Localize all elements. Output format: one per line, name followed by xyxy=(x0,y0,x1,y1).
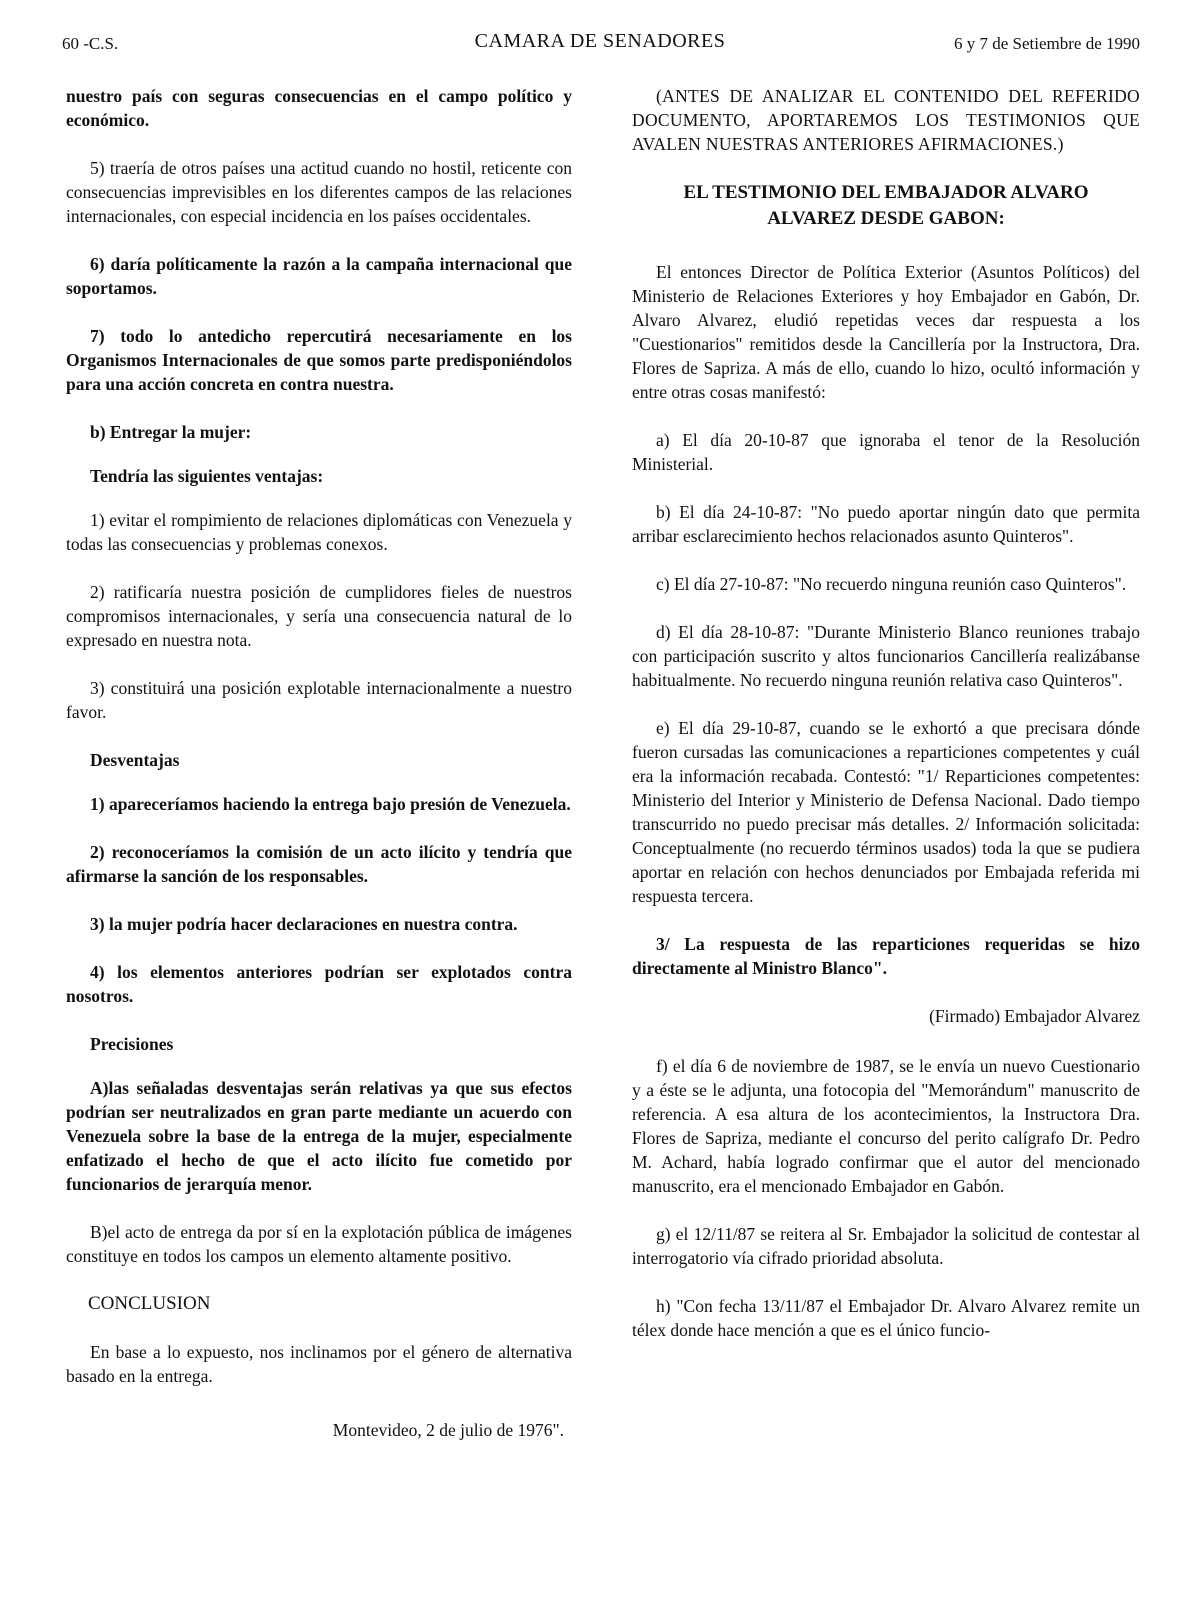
session-date: 6 y 7 de Setiembre de 1990 xyxy=(953,34,1140,53)
paragraph: 2) reconoceríamos la comisión de un acto ilícito y tendría que afirmarse la sanción de los responsables. xyxy=(66,842,572,886)
page-header xyxy=(0,30,1200,60)
section-heading-line: ALVAREZ DESDE GABON: xyxy=(767,208,1005,229)
list-item: c) El día 27-10-87: "No recuerdo ninguna reunión caso Quinteros". xyxy=(656,574,1127,594)
paragraph: 1) apareceríamos haciendo la entrega bajo presión de Venezuela. xyxy=(90,794,571,814)
paragraph: A)las señaladas desventajas serán relativas ya que sus efectos podrían ser neutralizados en gran parte mediante un acuerdo con Venezuela sobre la base de la entrega de la mujer, especialmente enfatizado el hecho de que el acto ilícito fue cometido por funcionarios de jerarquía menor. xyxy=(66,1078,572,1194)
paragraph: En base a lo expuesto, nos inclinamos por el género de alternativa basado en la entrega. xyxy=(66,1342,572,1386)
paragraph: B)el acto de entrega da por sí en la explotación pública de imágenes constituye en todos los campos un elemento altamente positivo. xyxy=(66,1222,572,1266)
paragraph: 1) evitar el rompimiento de relaciones diplomáticas con Venezuela y todas las consecuencias y problemas conexos. xyxy=(66,510,572,554)
publication-title: CAMARA DE SENADORES xyxy=(474,30,726,52)
right-column xyxy=(632,84,1140,1366)
paragraph: El entonces Director de Política Exterior (Asuntos Políticos) del Ministerio de Relaciones Exteriores y hoy Embajador en Gabón, Dr. Alvaro Alvarez, eludió repetidas veces dar respuesta a los "Cuestionarios" remitidos desde la Cancillería por la Instructora, Dra. Flores de Sapriza. A más de ello, cuando lo hizo, ocultó información y entre otras cosas manifestó: xyxy=(632,262,1140,402)
paragraph: 5) traería de otros países una actitud cuando no hostil, reticente con consecuencias imprevisibles en los diferentes campos de las relaciones internacionales, con especial incidencia en los países occidentales. xyxy=(66,158,572,226)
conclusion-heading: CONCLUSION xyxy=(88,1293,211,1314)
list-item: 3/ La respuesta de las reparticiones requeridas se hizo directamente al Ministro Blanco". xyxy=(632,934,1140,978)
left-column xyxy=(66,84,572,1466)
subheading: Tendría las siguientes ventajas: xyxy=(90,466,324,486)
paragraph: 6) daría políticamente la razón a la campaña internacional que soportamos. xyxy=(66,254,572,298)
dateline: Montevideo, 2 de julio de 1976". xyxy=(332,1420,564,1440)
list-item: f) el día 6 de noviembre de 1987, se le envía un nuevo Cuestionario y a éste se le adjunta, una fotocopia del "Memorándum" manuscrito de referencia. A esa altura de los acontecimientos, la Instructora Dra. Flores de Sapriza, mediante el concurso del perito calígrafo Dr. Pedro M. Achard, había logrado confirmar que el autor del mencionado manuscrito, era el mencionado Embajador en Gabón. xyxy=(632,1056,1140,1196)
section-heading xyxy=(632,180,1140,232)
list-item: h) "Con fecha 13/11/87 el Embajador Dr. Alvaro Alvarez remite un télex donde hace mención a que es el único funcio- xyxy=(632,1296,1140,1340)
subheading: Precisiones xyxy=(90,1034,174,1054)
list-item: a) El día 20-10-87 que ignoraba el tenor de la Resolución Ministerial. xyxy=(632,430,1140,474)
list-item: d) El día 28-10-87: "Durante Ministerio Blanco reuniones trabajo con participación suscrito y altos funcionarios Cancillería realizábanse habitualmente. No recuerdo ninguna reunión relativa caso Quinteros". xyxy=(632,622,1140,690)
intro-note: (ANTES DE ANALIZAR EL CONTENIDO DEL REFERIDO DOCUMENTO, APORTAREMOS LOS TESTIMONIOS QUE AVALEN NUESTRAS ANTERIORES AFIRMACIONES.) xyxy=(632,86,1140,154)
subheading: Desventajas xyxy=(90,750,180,770)
list-item: b) El día 24-10-87: "No puedo aportar ningún dato que permita arribar esclarecimiento hechos relacionados asunto Quinteros". xyxy=(632,502,1140,546)
paragraph: 3) constituirá una posición explotable internacionalmente a nuestro favor. xyxy=(66,678,572,722)
page-number: 60 -C.S. xyxy=(62,34,119,53)
list-item: e) El día 29-10-87, cuando se le exhortó a que precisara dónde fueron cursadas las comunicaciones a reparticiones competentes y cuál era la información recabada. Contestó: "1/ Reparticiones competentes: Ministerio del Interior y Ministerio de Defensa Nacional. Dado tiempo transcurrido no puedo precisar más detalles. 2/ Información solicitada: Conceptualmente (no recuerdo términos usados) toda la que se pudiera aportar en relación con hechos denunciados por Embajada referida mi respuesta tercera. xyxy=(632,718,1140,906)
paragraph: 3) la mujer podría hacer declaraciones en nuestra contra. xyxy=(90,914,518,934)
paragraph: 4) los elementos anteriores podrían ser explotados contra nosotros. xyxy=(66,962,572,1006)
subheading: b) Entregar la mujer: xyxy=(90,422,252,442)
signature: (Firmado) Embajador Alvarez xyxy=(929,1006,1140,1026)
list-item: g) el 12/11/87 se reitera al Sr. Embajador la solicitud de contestar al interrogatorio vía cifrado prioridad absoluta. xyxy=(632,1224,1140,1268)
paragraph: 2) ratificaría nuestra posición de cumplidores fieles de nuestros compromisos internacionales, y sería una consecuencia natural de lo expresado en nuestra nota. xyxy=(66,582,572,650)
paragraph: 7) todo lo antedicho repercutirá necesariamente en los Organismos Internacionales de que somos parte predisponiéndolos para una acción concreta en contra nuestra. xyxy=(66,326,572,394)
paragraph: nuestro país con seguras consecuencias en el campo político y económico. xyxy=(66,86,572,130)
section-heading-line: EL TESTIMONIO DEL EMBAJADOR ALVARO xyxy=(683,182,1089,203)
